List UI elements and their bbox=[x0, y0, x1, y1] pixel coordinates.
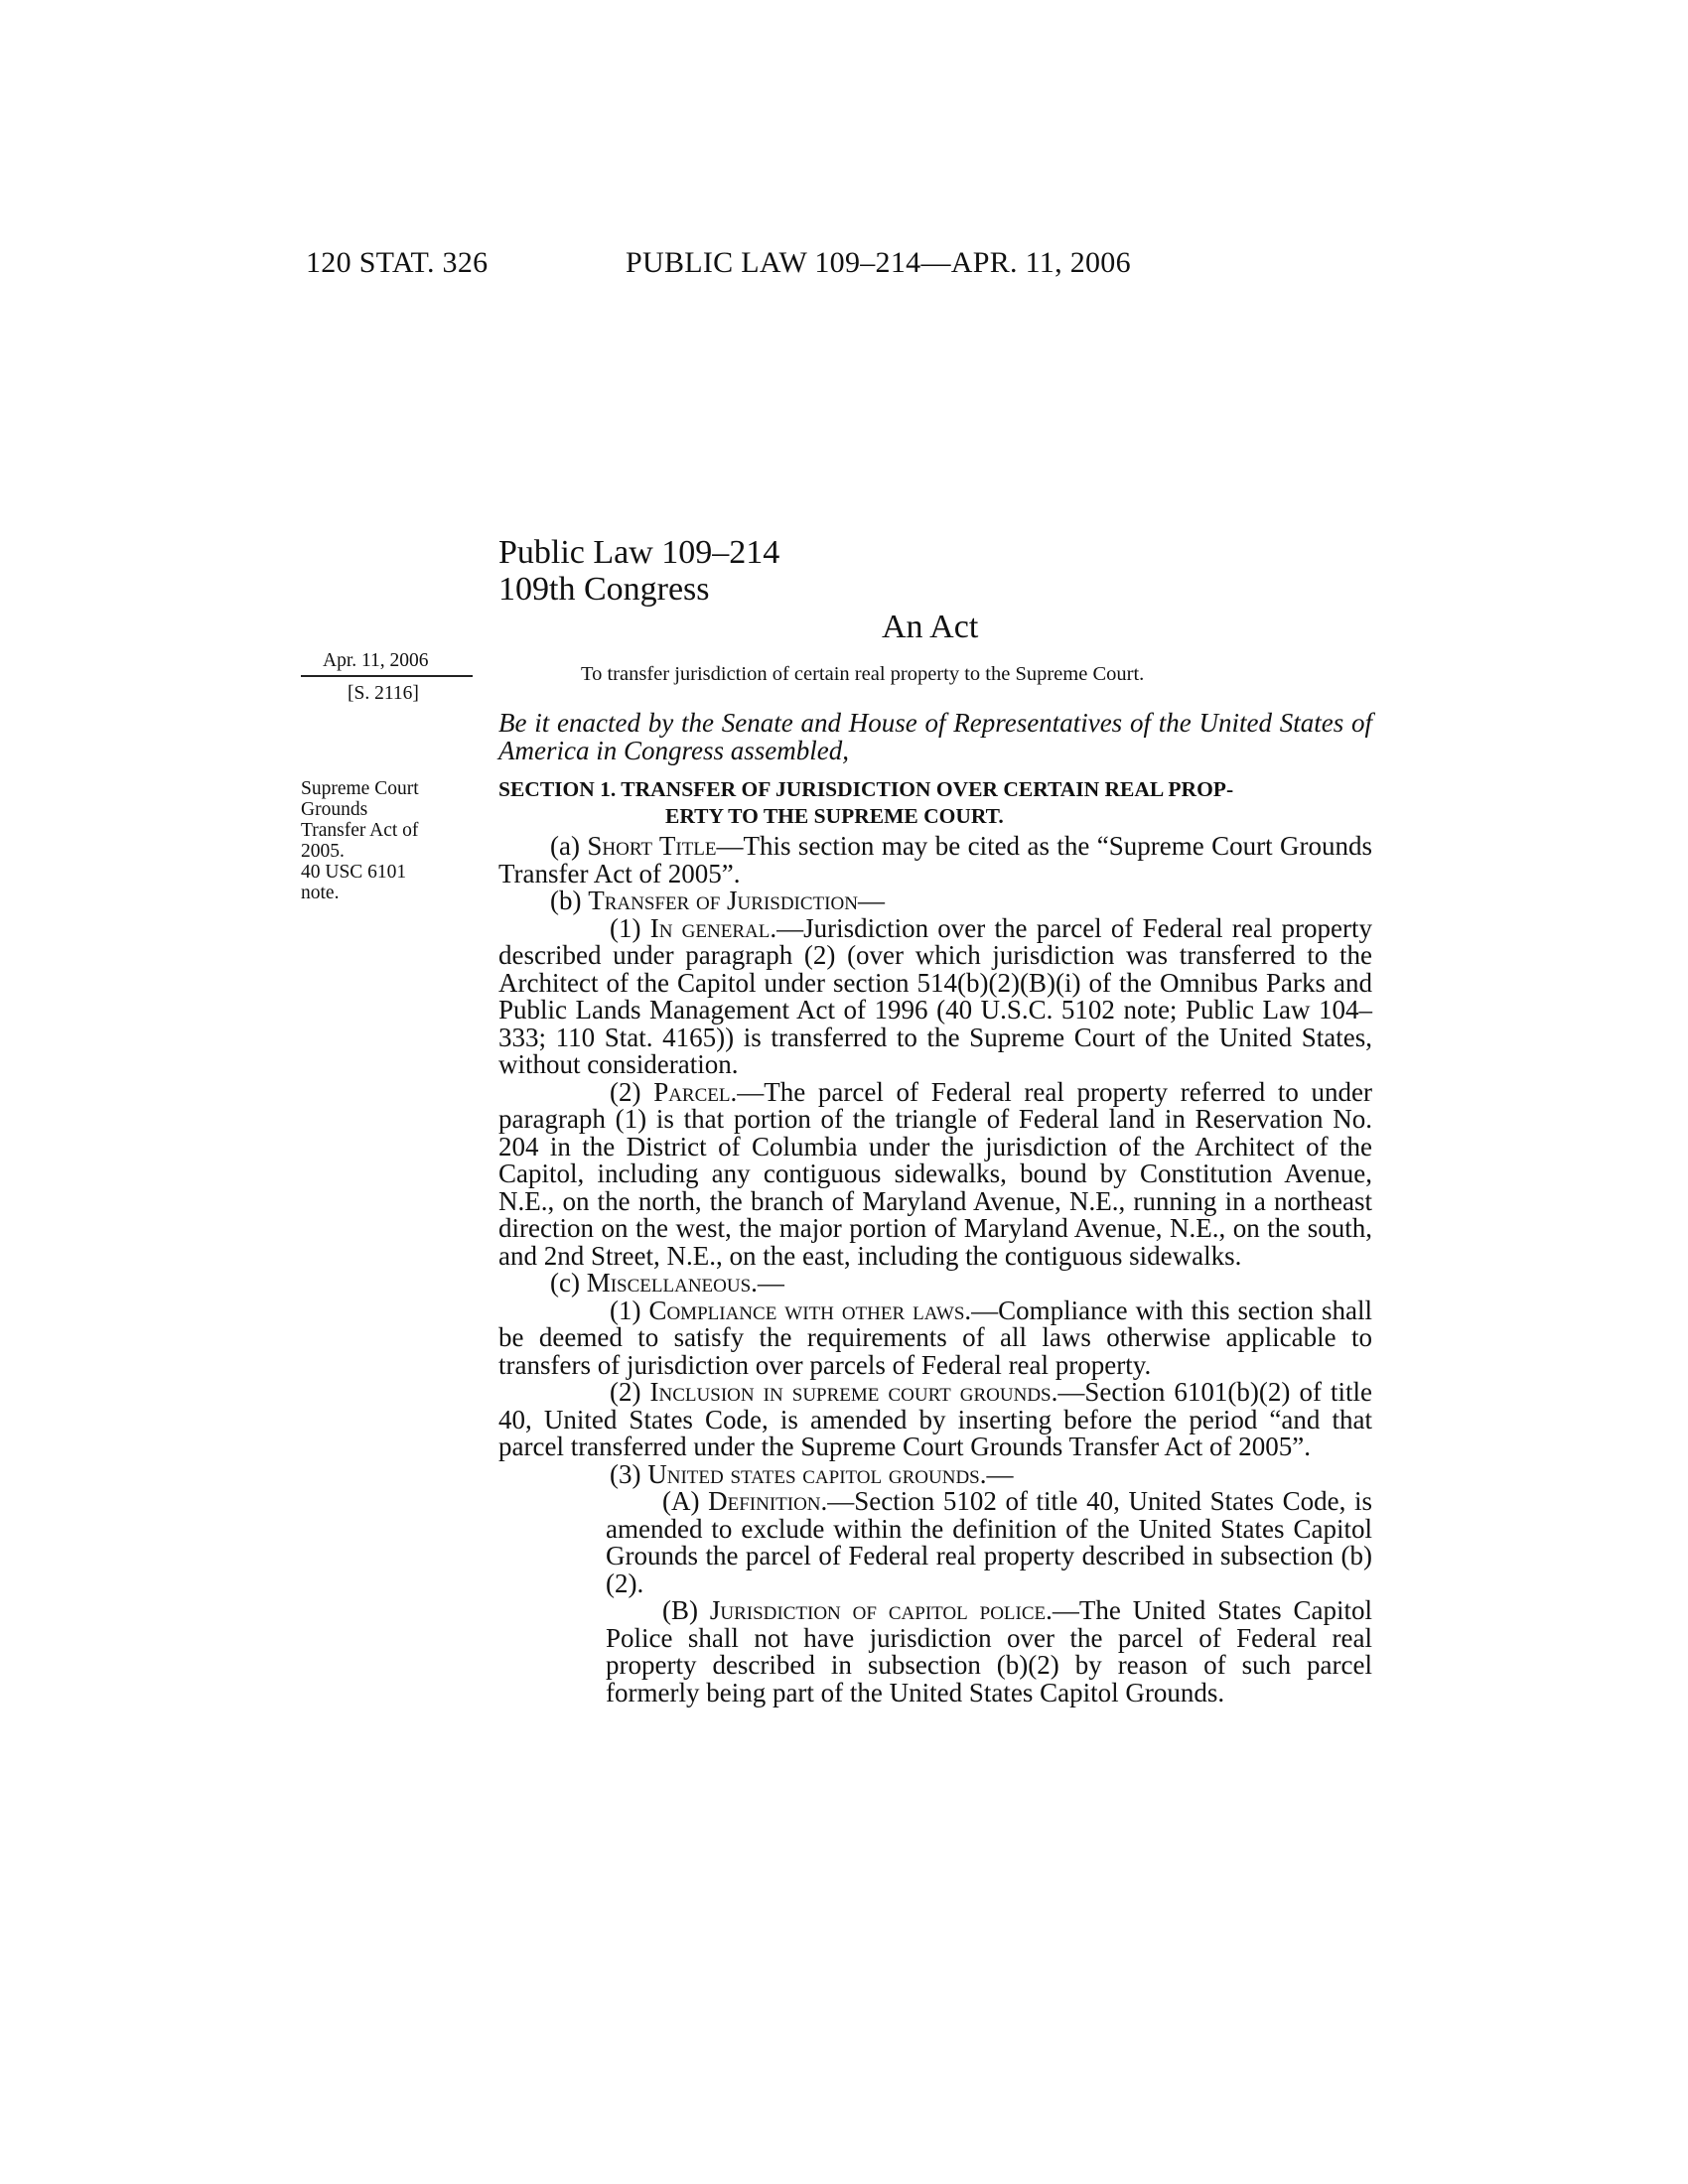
section-heading-line: ERTY TO THE SUPREME COURT. bbox=[665, 804, 1004, 828]
paragraph-heading: Parcel bbox=[653, 1076, 731, 1107]
subparagraph-heading: Jurisdiction of capitol police bbox=[709, 1595, 1047, 1625]
section-heading bbox=[498, 776, 1372, 830]
subsection-b: (b) Transfer of Jurisdiction— bbox=[550, 886, 885, 915]
subsection-heading: Transfer of Jurisdiction bbox=[588, 886, 858, 915]
subsection-heading: Short Title bbox=[587, 831, 717, 861]
paragraph-b2: (2) Parcel.—The parcel of Federal real property referred to under paragraph (1) is that portion of the triangle of Federal land in Reservation No. 204 in the District of Columbia under the jurisdiction of the Architect of the Capitol, including any contiguous sidewalks, bound by Constitution Avenue, N.E., on the north, the branch of Maryland Avenue, N.E., running in a northeast direction on the west, the major portion of Maryland Avenue, N.E., on the south, and 2nd Street, N.E., on the east, including the contiguous sidewalks. bbox=[498, 1076, 1372, 1271]
paragraph-heading: United states capitol grounds bbox=[647, 1458, 980, 1489]
paragraph-b1: (1) In general.—Jurisdiction over the parcel of Federal real property described under paragraph (2) (over which jurisdiction was transferred to the Architect of the Capitol under section 514(b)(2)(B)(i) of the Omnibus Parks and Public Lands Management Act of 1996 (40 U.S.C. 5102 note; Public Law 104–333; 110 Stat. 4165)) is transferred to the Supreme Court of the United States, without consideration. bbox=[498, 912, 1372, 1079]
margin-note-line: Transfer Act of bbox=[301, 820, 419, 841]
margin-bill-number: [S. 2116] bbox=[348, 683, 419, 704]
subparagraph-c3B: (B) Jurisdiction of capitol police.—The United States Capitol Police shall not have jurisdiction over the parcel of Federal real property described in subsection (b)(2) by reason of such parcel formerly being part of the United States Capitol Grounds. bbox=[606, 1595, 1372, 1707]
margin-note-line: Supreme Court bbox=[301, 778, 419, 799]
paragraph-c1: (1) Compliance with other laws.—Compliance with this section shall be deemed to satisfy the requirements of all laws otherwise applicable to transfers of jurisdiction over parcels of Federal real property. bbox=[498, 1295, 1372, 1380]
margin-notes bbox=[301, 778, 460, 903]
subparagraph-heading: Definition bbox=[708, 1486, 821, 1516]
law-title: Public Law 109–214 bbox=[498, 534, 780, 571]
margin-date: Apr. 11, 2006 bbox=[323, 650, 429, 671]
section-body bbox=[498, 833, 1372, 1706]
subparagraph-c3A: (A) Definition.—Section 5102 of title 40, United States Code, is amended to exclude within the definition of the United States Capitol Grounds the parcel of Federal real property described in subsection (b)(2). bbox=[606, 1486, 1373, 1598]
margin-rule bbox=[301, 675, 473, 677]
subsection-heading: Miscellaneous bbox=[586, 1268, 752, 1297]
paragraph-heading: Compliance with other laws bbox=[648, 1295, 965, 1325]
subsection-c: (c) Miscellaneous.— bbox=[550, 1268, 784, 1297]
enacting-clause: Be it enacted by the Senate and House of Representatives of the United States of America in Congress assembled, bbox=[498, 708, 1372, 765]
paragraph-c2: (2) Inclusion in supreme court grounds.—Section 6101(b)(2) of title 40, United States Code, is amended by inserting before the period “and that parcel transferred under the Supreme Court Grounds Transfer Act of 2005”. bbox=[498, 1377, 1372, 1461]
margin-note-line: 2005. bbox=[301, 841, 345, 862]
paragraph-heading: In general bbox=[649, 912, 771, 943]
congress-label: 109th Congress bbox=[498, 571, 710, 608]
an-act-heading: An Act bbox=[882, 609, 979, 645]
paragraph-c3: (3) United states capitol grounds.— bbox=[610, 1458, 1014, 1489]
section-heading-line: SECTION 1. TRANSFER OF JURISDICTION OVER CERTAIN REAL PROP- bbox=[498, 777, 1234, 801]
margin-note-line: 40 USC 6101 bbox=[301, 862, 407, 883]
running-head: PUBLIC LAW 109–214—APR. 11, 2006 bbox=[626, 246, 1131, 279]
margin-note-line: Grounds bbox=[301, 799, 368, 820]
subsection-a: (a) Short Title—This section may be cited as the “Supreme Court Grounds Transfer Act of 2005”. bbox=[498, 831, 1373, 888]
act-purpose: To transfer jurisdiction of certain real property to the Supreme Court. bbox=[581, 663, 1145, 685]
paragraph-heading: Inclusion in supreme court grounds bbox=[649, 1377, 1052, 1407]
margin-note-line: note. bbox=[301, 883, 340, 903]
page-stat-citation: 120 STAT. 326 bbox=[306, 246, 489, 279]
